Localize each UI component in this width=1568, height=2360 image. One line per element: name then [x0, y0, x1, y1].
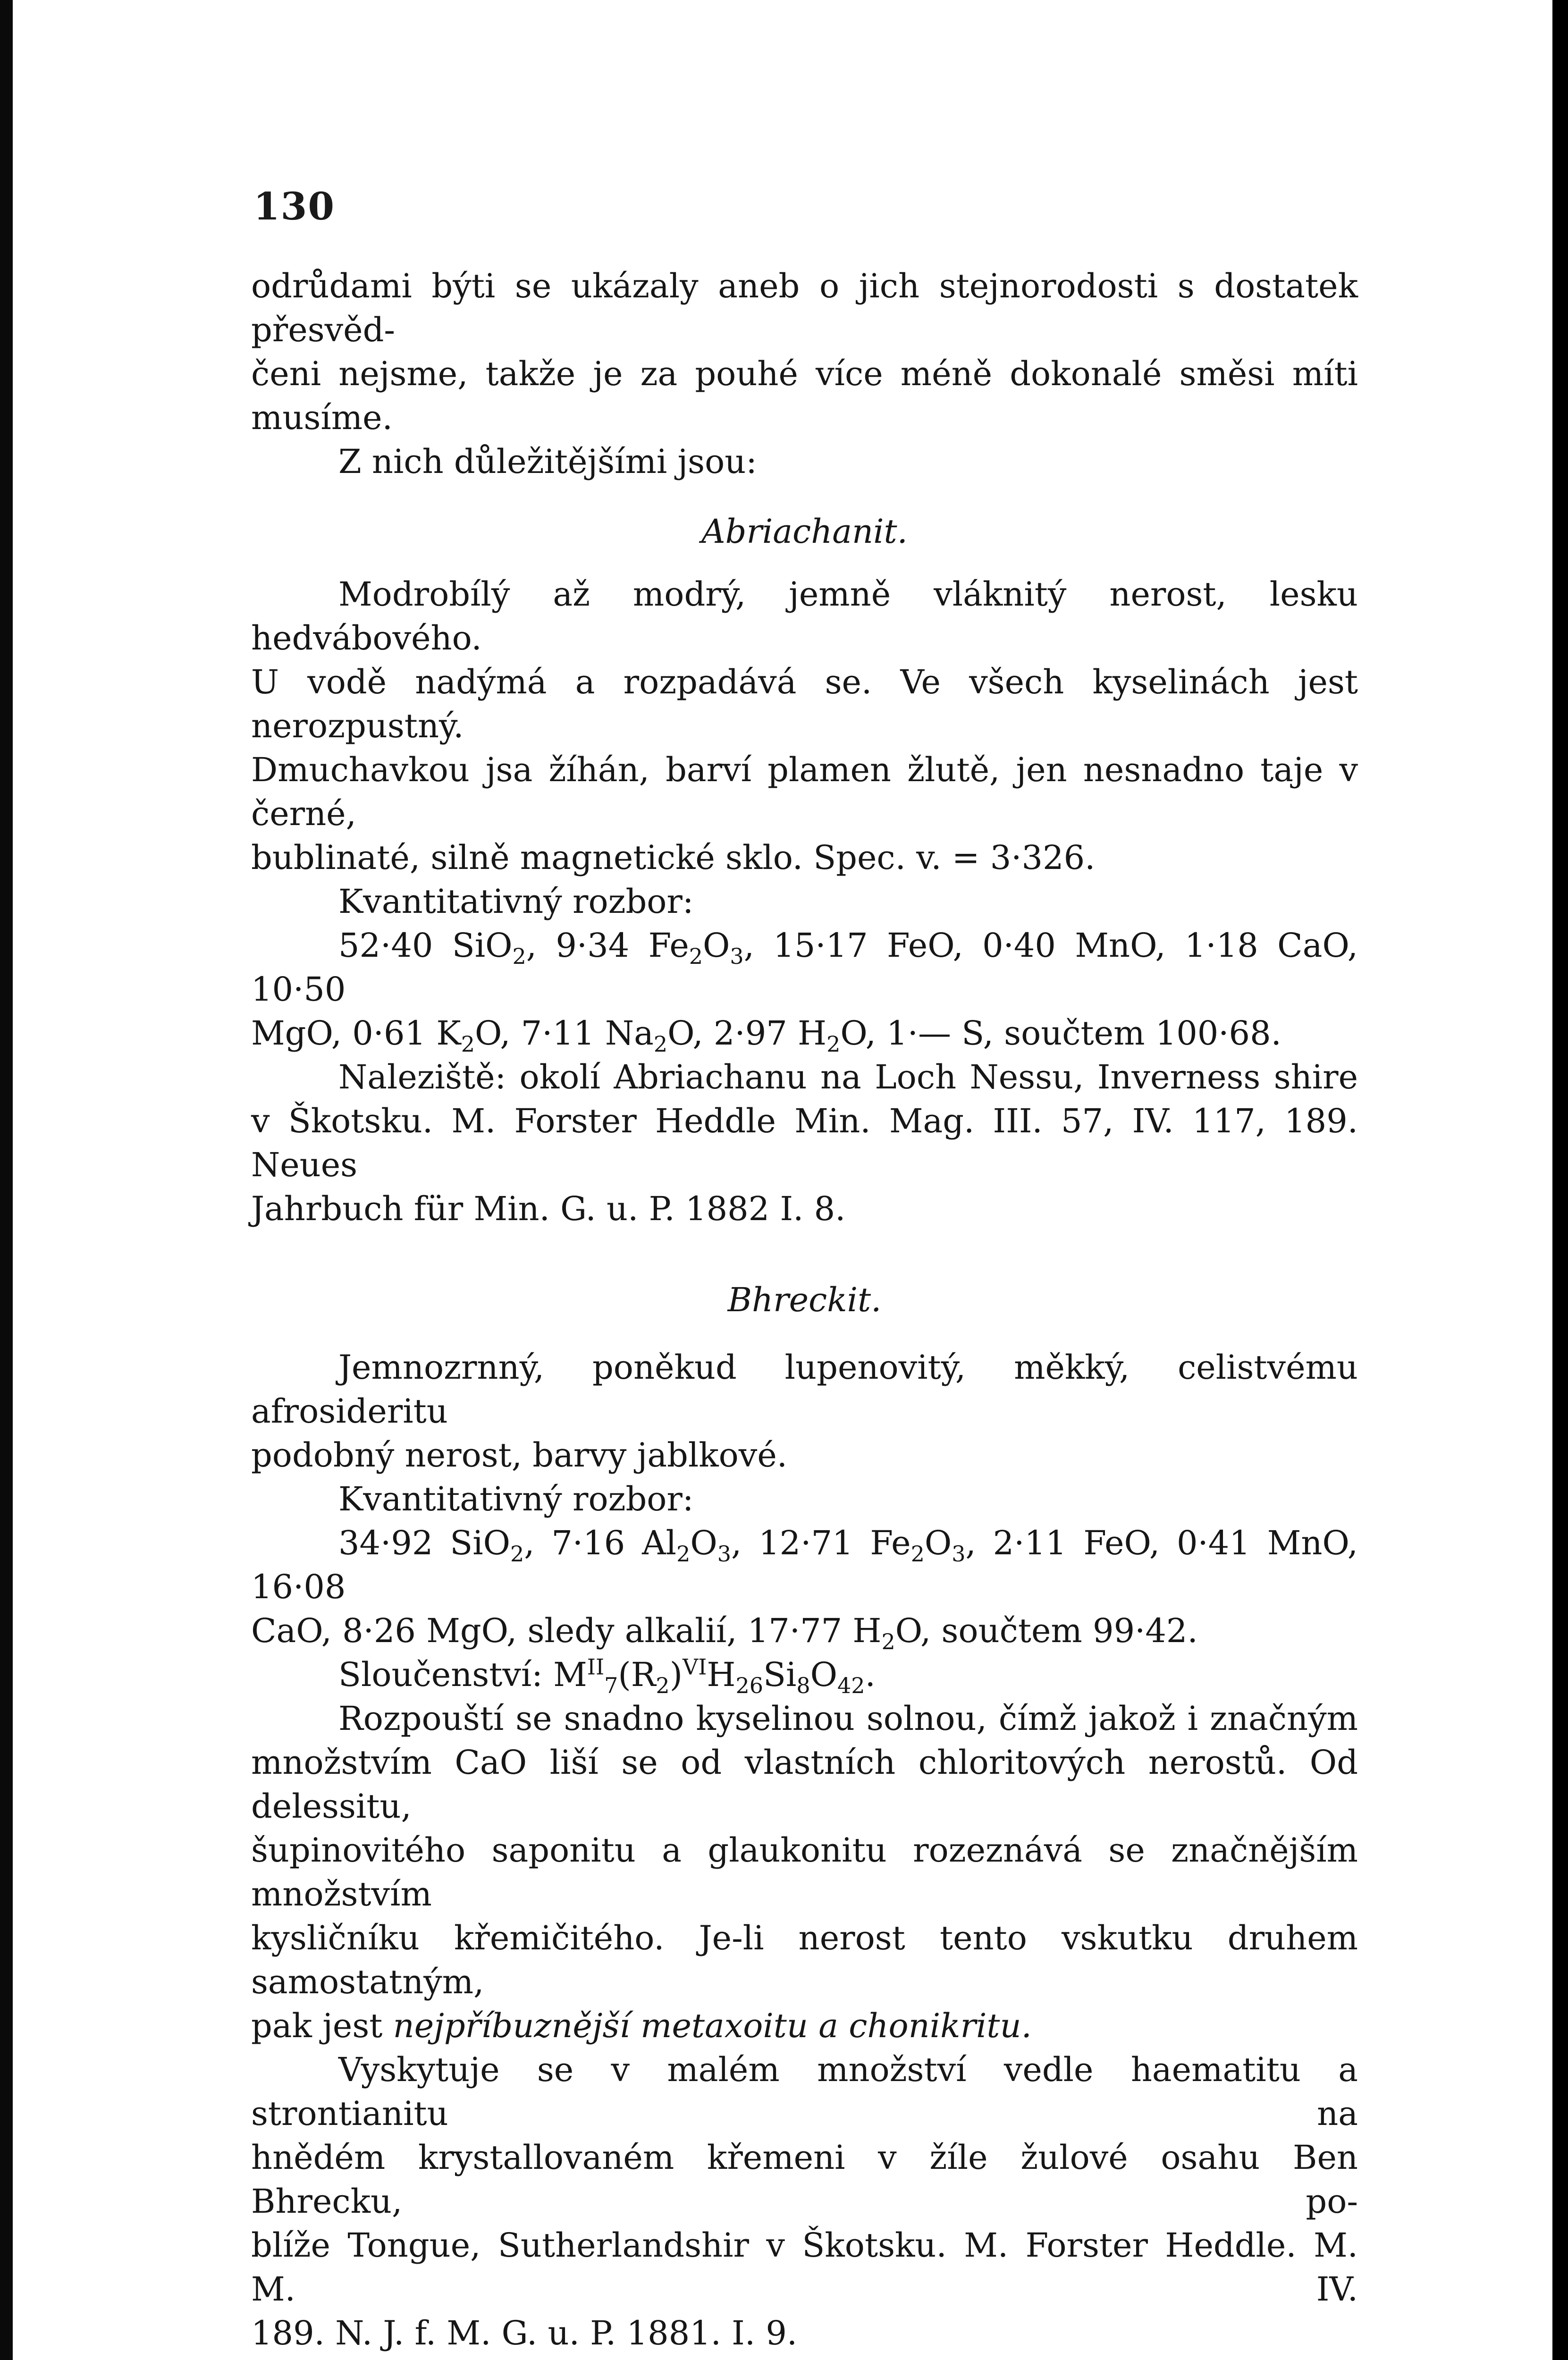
- intro-line: Z nich důležitějšími jsou:: [338, 442, 757, 481]
- abriachanit-description: [251, 573, 1358, 880]
- bhreckit-paragraph-1: [251, 1697, 1358, 2048]
- text-line: hnědém krystallovaném křemeni v žíle žulové osahu Ben Bhrecku, po-: [251, 2138, 1358, 2221]
- text-line: Jemnozrnný, poněkud lupenovitý, měkký, celistvému afrosideritu: [251, 1348, 1358, 1431]
- text-line: pak jest nejpříbuznější metaxoitu a chonikritu.: [251, 2006, 1032, 2045]
- intro-paragraph: [251, 264, 1358, 484]
- text-column: [251, 264, 1358, 2360]
- analysis-label: Kvantitativný rozbor:: [338, 1480, 694, 1518]
- text-line: Rozpouští se snadno kyselinou solnou, čímž jakož i značným: [338, 1699, 1358, 1738]
- text-line: podobný nerost, barvy jablkové.: [251, 1436, 788, 1475]
- section-title-abriachanit: Abriachanit.: [701, 512, 908, 551]
- text-line: 34·92 SiO$_2$, 7·16 $Al_2O_3$, 12·71 $Fe_2O_3$, 2·11 FeO, 0·41 MnO, 16·08: [251, 1524, 1358, 1606]
- text-line: 52·40 SiO$_2$, 9·34 $Fe_2O_3$, 15·17 FeO, 0·40 MnO, 1·18 CaO, 10·50: [251, 926, 1358, 1009]
- text-line: U vodě nadýmá a rozpadává se. Ve všech kyselinách jest nerozpustný.: [251, 663, 1358, 745]
- intro-line: čeni nejsme, takže je za pouhé více méně dokonalé směsi míti musíme.: [251, 354, 1358, 437]
- text-line: Jahrbuch für Min. G. u. P. 1882 I. 8.: [251, 1189, 846, 1228]
- abriachanit-analysis: [251, 924, 1358, 1055]
- text-line: MgO, 0·61 $K_2O$, 7·11 $Na_2O$, 2·97 $H_2O$, 1·— S, součtem 100·68.: [251, 1014, 1281, 1057]
- section-title-bhreckit: Bhreckit.: [727, 1281, 882, 1319]
- text-line: Modrobílý až modrý, jemně vláknitý nerost, lesku hedvábového.: [251, 575, 1358, 657]
- text-line: šupinovitého saponitu a glaukonitu rozeznává se značnějším množstvím: [251, 1831, 1358, 1913]
- italic-reference: nejpříbuznější metaxoitu a chonikritu.: [393, 2006, 1032, 2045]
- text-line: kysličníku křemičitého. Je-li nerost tento vskutku druhem samostatným,: [251, 1919, 1358, 2001]
- scan-edge: [1552, 0, 1568, 2360]
- text-line: množstvím CaO liší se od vlastních chloritových nerostů. Od delessitu,: [251, 1743, 1358, 1826]
- text-line: blíže Tongue, Sutherlandshir v Škotsku. M. Forster Heddle. M. M. IV.: [251, 2226, 1358, 2309]
- bhreckit-analysis: [251, 1521, 1358, 1653]
- intro-line: odrůdami býti se ukázaly aneb o jich stejnorodosti s dostatek přesvěd-: [251, 267, 1358, 349]
- text-line: 189. N. J. f. M. G. u. P. 1881. I. 9.: [251, 2314, 798, 2352]
- analysis-label: Kvantitativný rozbor:: [338, 882, 694, 921]
- text-line: v Škotsku. M. Forster Heddle Min. Mag. III. 57, IV. 117, 189. Neues: [251, 1102, 1358, 1184]
- bhreckit-paragraph-2: [251, 2048, 1358, 2355]
- text-line: CaO, 8·26 MgO, sledy alkalií, 17·77 $H_2O$, součtem 99·42.: [251, 1611, 1198, 1654]
- text-line: Naleziště: okolí Abriachanu na Loch Nessu, Inverness shire: [338, 1058, 1358, 1096]
- abriachanit-locality: [251, 1055, 1358, 1231]
- bhreckit-description: [251, 1346, 1358, 1477]
- page-number: 130: [253, 184, 335, 228]
- formula-line: Sloučenství: $M^{II}_7(R_2)^{VI}H_{26}Si_8O_{42}$.: [338, 1654, 876, 1698]
- text-line: bublinaté, silně magnetické sklo. Spec. v. = 3·326.: [251, 838, 1096, 877]
- text-line: Dmuchavkou jsa žíhán, barví plamen žlutě, jen nesnadno taje v černé,: [251, 750, 1358, 833]
- text-line: Vyskytuje se v malém množství vedle haematitu a strontianitu na: [251, 2050, 1358, 2133]
